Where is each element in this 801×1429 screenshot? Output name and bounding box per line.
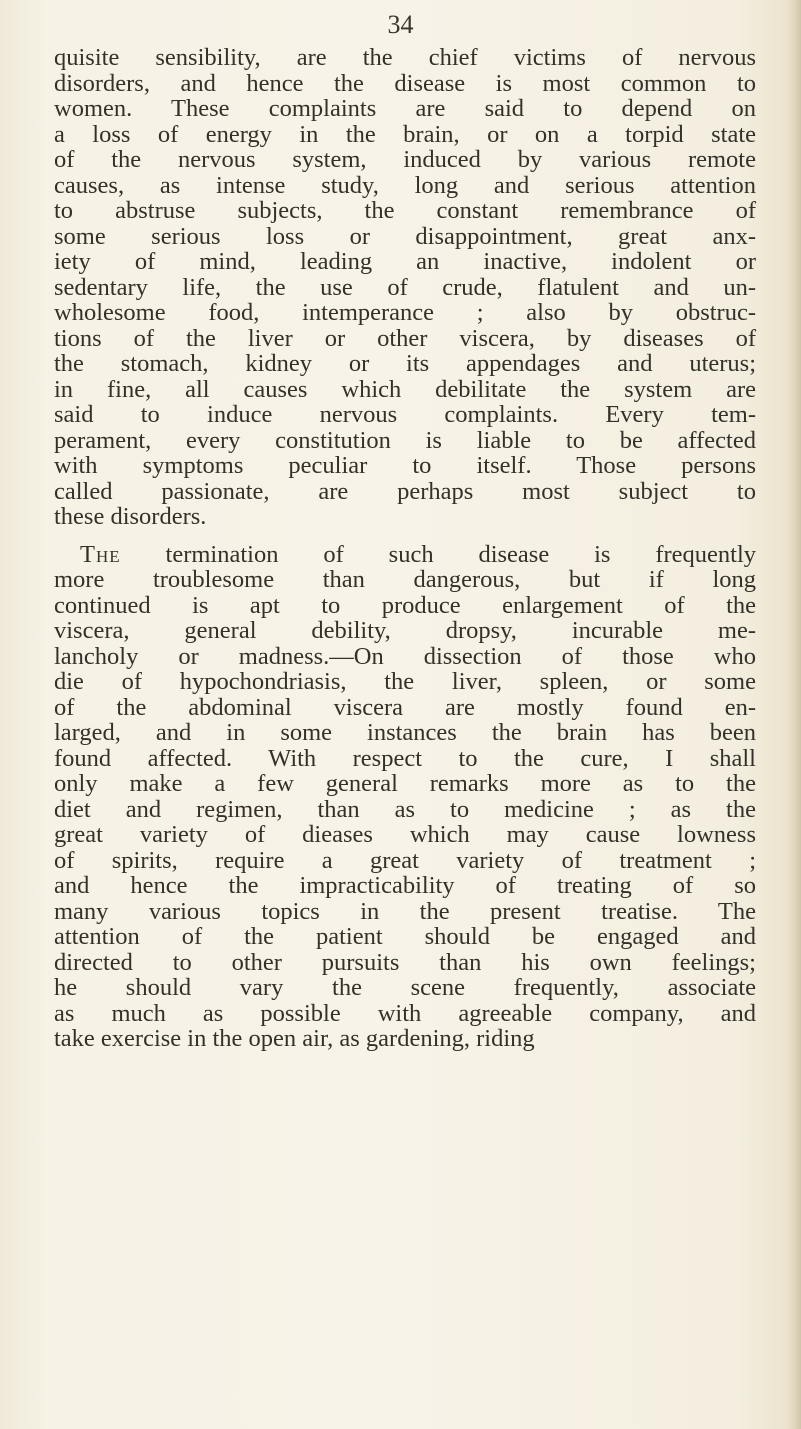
text-line: more troublesome than dangerous, but if long	[54, 566, 756, 593]
text-line: directed to other pursuits than his own feelings;	[54, 948, 756, 976]
text-line: to abstruse subjects, the constant remembrance of	[54, 197, 756, 224]
text-line: as much as possible with agreeable company, and	[54, 999, 756, 1027]
text-line: quisite sensibility, are the chief victims of nervous	[54, 44, 756, 71]
text-line: larged, and in some instances the brain has been	[54, 719, 756, 746]
text-line: a loss of energy in the brain, or on a torpid state	[54, 120, 756, 148]
text-line: tions of the liver or other viscera, by diseases of	[54, 324, 756, 352]
text-line: only make a few general remarks more as to the	[54, 770, 756, 797]
text-line: die of hypochondriasis, the liver, spleen, or some	[54, 668, 756, 695]
text-line: and hence the impracticability of treating of so	[54, 872, 756, 899]
text-line: iety of mind, leading an inactive, indolent or	[54, 248, 756, 275]
text-line: perament, every constitution is liable to be affected	[54, 426, 756, 454]
paragraph-2	[54, 542, 756, 1052]
text-line: women. These complaints are said to depend on	[54, 95, 756, 122]
text-line: found affected. With respect to the cure, I shall	[54, 744, 756, 772]
text-line: disorders, and hence the disease is most common to	[54, 69, 756, 97]
small-caps-lead: The	[80, 540, 121, 568]
text-line: of the abdominal viscera are mostly found en-	[54, 693, 756, 721]
text-line: lancholy or madness.—On dissection of those who	[54, 642, 756, 670]
text-line: the stomach, kidney or its appendages and uterus;	[54, 350, 756, 377]
body-text	[54, 45, 756, 1052]
text-line: of the nervous system, induced by various remote	[54, 146, 756, 173]
first-line-rest: termination of such disease is frequently	[120, 540, 756, 568]
text-line: attention of the patient should be engaged and	[54, 923, 756, 950]
text-line: viscera, general debility, dropsy, incurable me-	[54, 617, 756, 644]
text-line: he should vary the scene frequently, associate	[54, 974, 756, 1001]
text-line: take exercise in the open air, as gardening, riding	[54, 1025, 535, 1052]
text-line: said to induce nervous complaints. Every tem-	[54, 401, 756, 428]
text-line: some serious loss or disappointment, great anx-	[54, 222, 756, 250]
text-line: great variety of dieases which may cause lowness	[54, 821, 756, 848]
text-line: diet and regimen, than as to medicine ; as the	[54, 795, 756, 823]
page-number: 34	[387, 10, 414, 39]
text-line	[54, 542, 756, 568]
text-line: called passionate, are perhaps most subject to	[54, 477, 756, 505]
text-line: causes, as intense study, long and serious attention	[54, 171, 756, 199]
text-line: continued is apt to produce enlargement of the	[54, 591, 756, 619]
text-line: with symptoms peculiar to itself. Those persons	[54, 452, 756, 479]
page-edge-shadow	[787, 0, 801, 1429]
paragraph-1	[54, 45, 756, 530]
text-line: of spirits, require a great variety of treatment ;	[54, 846, 756, 874]
text-line: sedentary life, the use of crude, flatulent and un-	[54, 273, 756, 301]
text-line: wholesome food, intemperance ; also by obstruc-	[54, 299, 756, 326]
text-line: many various topics in the present treatise. The	[54, 897, 756, 925]
text-line: in fine, all causes which debilitate the system are	[54, 375, 756, 403]
text-line: these disorders.	[54, 503, 207, 530]
